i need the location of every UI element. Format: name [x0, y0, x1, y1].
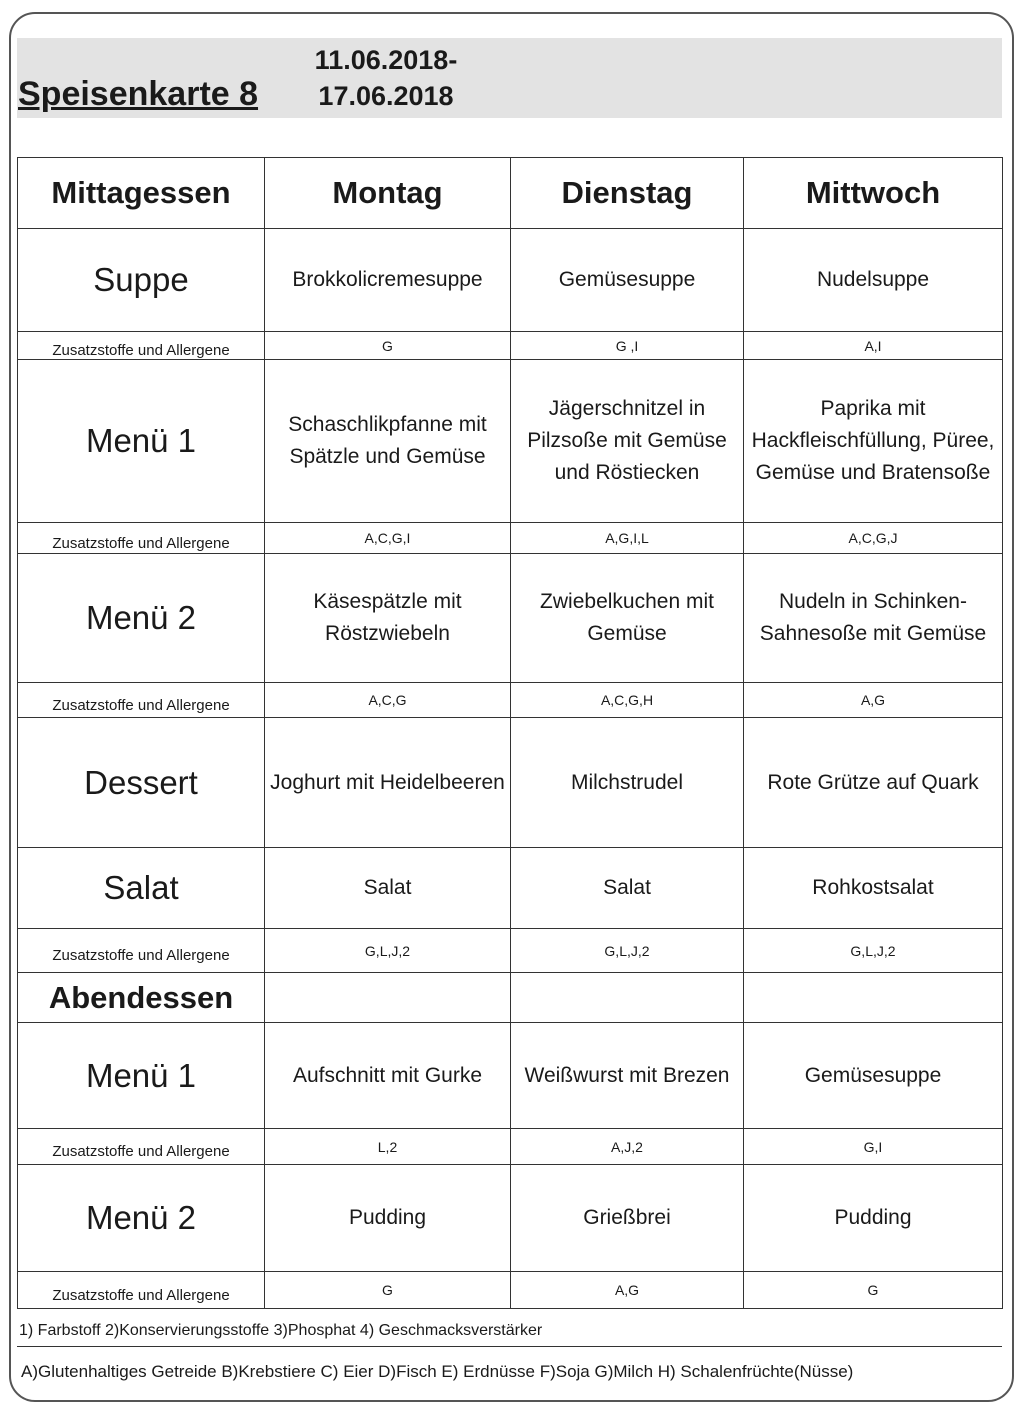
- dish-cell: Pudding: [744, 1165, 1003, 1272]
- allergen-cell: A,I: [744, 332, 1003, 360]
- allergen-label: Zusatzstoffe und Allergene: [18, 1272, 265, 1309]
- row-label: Suppe: [18, 229, 265, 332]
- dish-cell: Weißwurst mit Brezen: [511, 1023, 744, 1129]
- allergen-label: Zusatzstoffe und Allergene: [18, 523, 265, 554]
- row-label: Salat: [18, 848, 265, 929]
- allergen-cell: A,G: [511, 1272, 744, 1309]
- allergens-legend: A)Glutenhaltiges Getreide B)Krebstiere C) Eier D)Fisch E) Erdnüsse F)Soja G)Milch H) Schalenfrüchte(Nüsse): [21, 1362, 854, 1381]
- allergen-label: Zusatzstoffe und Allergene: [18, 683, 265, 718]
- allergen-cell: G: [265, 332, 511, 360]
- table-row: [18, 360, 1003, 523]
- row-label: Menü 1: [18, 360, 265, 523]
- dish-cell: Rote Grütze auf Quark: [744, 718, 1003, 848]
- allergen-cell: G,L,J,2: [511, 929, 744, 973]
- header-row: [18, 158, 1003, 229]
- table-row: [18, 229, 1003, 332]
- page-title: Speisenkarte 8: [18, 75, 259, 113]
- allergen-cell: G,I: [744, 1129, 1003, 1165]
- allergen-cell: G,L,J,2: [265, 929, 511, 973]
- dish-cell: Milchstrudel: [511, 718, 744, 848]
- dish-cell: Rohkostsalat: [744, 848, 1003, 929]
- allergen-cell: G: [744, 1272, 1003, 1309]
- allergen-cell: A,C,G,J: [744, 523, 1003, 554]
- allergen-row: [18, 1129, 1003, 1165]
- empty-cell: [265, 973, 511, 1023]
- allergen-cell: A,C,G,H: [511, 683, 744, 718]
- dish-cell: Joghurt mit Heidelbeeren: [265, 718, 511, 848]
- allergen-row: [18, 1272, 1003, 1309]
- table-row: [18, 1023, 1003, 1129]
- header-cell: Mittwoch: [744, 158, 1003, 229]
- header-cell: Montag: [265, 158, 511, 229]
- allergen-cell: A,J,2: [511, 1129, 744, 1165]
- dish-cell: Salat: [265, 848, 511, 929]
- dish-cell: Zwiebelkuchen mit Gemüse: [511, 554, 744, 683]
- dish-cell: Pudding: [265, 1165, 511, 1272]
- row-label: Dessert: [18, 718, 265, 848]
- dish-cell: Nudeln in Schinken-Sahnesoße mit Gemüse: [744, 554, 1003, 683]
- allergen-label: Zusatzstoffe und Allergene: [18, 929, 265, 973]
- dish-cell: Nudelsuppe: [744, 229, 1003, 332]
- allergen-label: Zusatzstoffe und Allergene: [18, 332, 265, 360]
- row-label: Menü 2: [18, 1165, 265, 1272]
- allergen-row: [18, 523, 1003, 554]
- dish-cell: Jägerschnitzel in Pilzsoße mit Gemüse und Röstiecken: [511, 360, 744, 523]
- table-row: [18, 554, 1003, 683]
- dish-cell: Paprika mit Hackfleischfüllung, Püree, Gemüse und Bratensoße: [744, 360, 1003, 523]
- dish-cell: Grießbrei: [511, 1165, 744, 1272]
- allergen-cell: L,2: [265, 1129, 511, 1165]
- row-label: Menü 1: [18, 1023, 265, 1129]
- header-cell: Dienstag: [511, 158, 744, 229]
- allergen-label: Zusatzstoffe und Allergene: [18, 1129, 265, 1165]
- date-range: [300, 42, 472, 114]
- allergen-row: [18, 683, 1003, 718]
- allergen-cell: A,C,G: [265, 683, 511, 718]
- section-row: [18, 973, 1003, 1023]
- table-row: [18, 848, 1003, 929]
- section-heading: Abendessen: [18, 973, 265, 1023]
- dish-cell: Käsespätzle mit Röstzwiebeln: [265, 554, 511, 683]
- dish-cell: Gemüsesuppe: [744, 1023, 1003, 1129]
- table-row: [18, 1165, 1003, 1272]
- additives-legend: 1) Farbstoff 2)Konservierungsstoffe 3)Phosphat 4) Geschmacksverstärker: [19, 1322, 543, 1339]
- dish-cell: Salat: [511, 848, 744, 929]
- row-label: Menü 2: [18, 554, 265, 683]
- dish-cell: Brokkolicremesuppe: [265, 229, 511, 332]
- allergen-cell: A,G,I,L: [511, 523, 744, 554]
- menu-table-wrap: [17, 157, 1003, 1309]
- dish-cell: Aufschnitt mit Gurke: [265, 1023, 511, 1129]
- dish-cell: Schaschlikpfanne mit Spätzle und Gemüse: [265, 360, 511, 523]
- allergen-cell: A,C,G,I: [265, 523, 511, 554]
- header-cell: Mittagessen: [18, 158, 265, 229]
- allergen-cell: G: [265, 1272, 511, 1309]
- allergen-cell: A,G: [744, 683, 1003, 718]
- menu-table: [17, 157, 1003, 1309]
- empty-cell: [511, 973, 744, 1023]
- footer-divider: [17, 1346, 1002, 1347]
- empty-cell: [744, 973, 1003, 1023]
- allergen-cell: G ,I: [511, 332, 744, 360]
- table-row: [18, 718, 1003, 848]
- allergen-cell: G,L,J,2: [744, 929, 1003, 973]
- date-range-text: 11.06.2018- 17.06.2018: [314, 45, 458, 111]
- dish-cell: Gemüsesuppe: [511, 229, 744, 332]
- allergen-row: [18, 332, 1003, 360]
- allergen-row: [18, 929, 1003, 973]
